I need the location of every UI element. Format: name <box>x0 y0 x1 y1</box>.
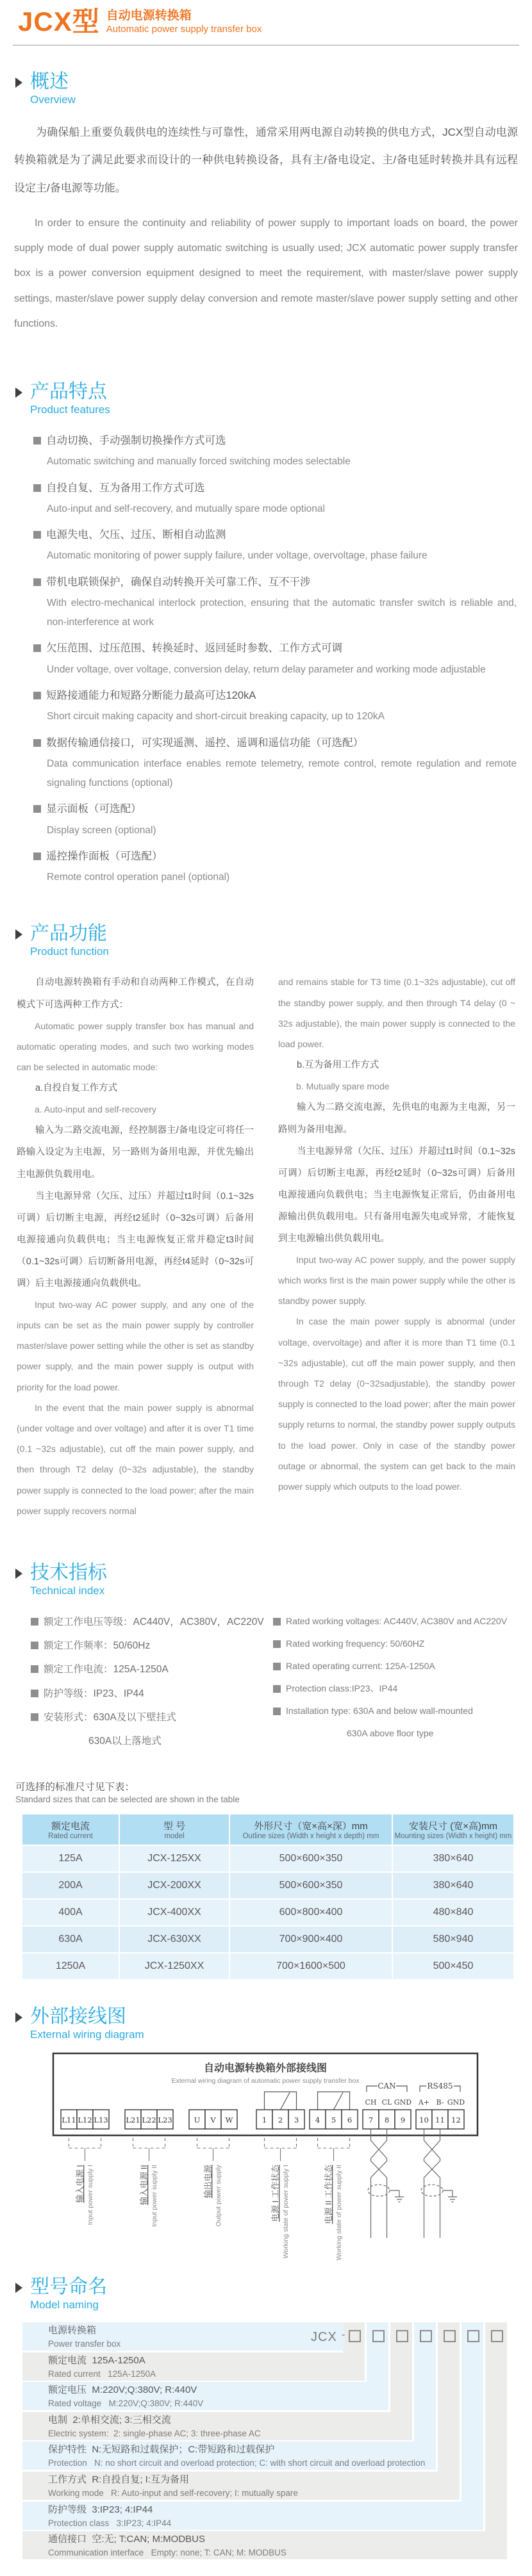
can-bus-label: CAN <box>378 2082 396 2091</box>
function-paragraph: Automatic power supply transfer box has manual and automatic operating modes, and such two working modes can be selected in automatic mode: <box>17 1020 254 1072</box>
terminal-label: V <box>210 2115 216 2125</box>
feature-item <box>33 639 517 680</box>
section-title-zh: 外部接线图 <box>30 2006 126 2028</box>
bullet-square-icon <box>33 852 41 860</box>
cell: 125A <box>22 1846 119 1871</box>
naming-row-label: 额定电压 M:220V;Q:380V; R:440V Rated voltage M:220V;Q:380V; R:440V <box>48 2384 204 2409</box>
bullet-square-icon <box>31 1618 38 1626</box>
section-wiring-heading <box>0 2006 532 2042</box>
bullet-square-icon <box>273 1618 281 1626</box>
cell: 500×600×350 <box>230 1846 392 1871</box>
cell: 500×450 <box>393 1953 513 1979</box>
group-label-zh: 输入电源 II <box>139 2165 149 2206</box>
group-label-zh: 输出电源 <box>203 2165 213 2199</box>
function-paragraph: b. Mutually spare mode <box>296 1081 390 1092</box>
section-naming-heading <box>0 2276 532 2312</box>
terminal-label: 3 <box>294 2115 299 2125</box>
standard-sizes-table <box>21 1813 515 1980</box>
section-arrow-icon <box>15 2283 22 2293</box>
table-row <box>22 1900 513 1925</box>
twisted-pair-cable <box>368 2129 404 2238</box>
function-paragraph: 当主电源异常（欠压、过压）并超过t1时间（0.1~32s可调）后切断主电源，再经t2延时（0~32s可调）后备用电源接通向负载供电；当主电源恢复正常后，仍由备用电源输出供负载用电。只有备用电源失电或异常，才能恢复到主电源输出供负载用电。 <box>278 1146 515 1244</box>
bullet-square-icon <box>31 1642 38 1649</box>
bullet-square-icon <box>273 1708 281 1715</box>
contact-symbol <box>265 2092 297 2110</box>
section-function-heading <box>0 923 532 959</box>
feature-item <box>33 573 517 633</box>
section-overview-heading <box>0 71 532 107</box>
terminal-label: 10 <box>419 2115 429 2125</box>
model-naming-ladder <box>22 2322 510 2561</box>
cell: JCX-630XX <box>120 1927 229 1952</box>
header <box>0 0 532 36</box>
cell: 630A <box>22 1927 119 1952</box>
bullet-square-icon <box>33 578 41 586</box>
function-paragraph: b.互为备用工作方式 <box>297 1060 379 1071</box>
bullet-square-icon <box>33 484 41 492</box>
function-paragraph: 输入为二路交流电源，先供电的电源为主电源，另一路则为备用电源。 <box>278 1102 515 1135</box>
section-arrow-icon <box>15 1569 22 1579</box>
feature-item <box>33 686 517 727</box>
feature-text-en: Display screen (optional) <box>47 824 156 836</box>
group-label-zh: 输入电源 I <box>75 2165 85 2203</box>
technical-column-en <box>273 1615 515 1758</box>
wiring-diagram <box>22 2052 532 2276</box>
terminal-label: L22 <box>142 2115 156 2125</box>
bullet-square-icon <box>31 1690 38 1697</box>
bus-pin-label: CL <box>381 2098 392 2107</box>
table-row <box>22 1873 513 1898</box>
terminal-label: 6 <box>347 2115 353 2125</box>
section-arrow-icon <box>15 77 22 88</box>
feature-text-zh: 电源失电、欠压、过压、断相自动监测 <box>46 529 226 541</box>
code-box <box>420 2330 432 2342</box>
function-paragraph: In the event that the main power supply is abnormal (under voltage and over voltage) and after it is over T1 time (0.1 ~32s adjustable), cut off the main power supply, and then through T2 delay (0~32s adjustable), the standby power supply is connected to the load power; after the main power supply recovers normal <box>17 1402 254 1516</box>
col-header-rated-current: 额定电流 Rated current <box>22 1814 119 1845</box>
section-title-zh: 型号命名 <box>30 2276 107 2298</box>
feature-text-en: Automatic switching and manually forced switching modes selectable <box>47 456 351 468</box>
bullet-square-icon <box>33 805 41 813</box>
bullet-square-icon <box>33 692 41 699</box>
section-title-zh: 概述 <box>30 71 69 92</box>
naming-row-label: 保护特性 N:无短路和过载保护；C:带短路和过载保护 Protection N: no short circuit and overload protection; C: with short circuit and overload protection <box>48 2444 426 2468</box>
feature-item <box>33 733 517 794</box>
terminal-label: L23 <box>158 2115 172 2125</box>
tech-item-text: Protection class:IP23、IP44 <box>286 1683 398 1693</box>
terminal-label: L11 <box>62 2115 76 2125</box>
code-stripe <box>461 2322 483 2530</box>
function-paragraph: Input two-way AC power supply, and the power supply which works first is the main power supply while the other is standby power supply. <box>278 1254 515 1307</box>
col-header-outline-sizes: 外形尺寸（宽×高×深）mm Outline sizes (Width x height x depth) mm <box>230 1814 392 1845</box>
terminal-label: 11 <box>435 2115 445 2125</box>
terminal-label: W <box>225 2115 233 2125</box>
table-row <box>22 1953 513 1979</box>
feature-item <box>33 525 517 566</box>
function-paragraph: a. Auto-input and self-recovery <box>35 1104 156 1115</box>
code-box <box>491 2330 503 2342</box>
naming-row-label: 电源转换箱 Power transfer box <box>48 2325 121 2349</box>
section-title-zh: 产品功能 <box>30 923 107 945</box>
technical-columns <box>31 1615 515 1758</box>
bullet-square-icon <box>33 739 41 747</box>
bullet-square-icon <box>273 1663 281 1670</box>
function-column-left <box>17 972 254 1521</box>
terminal-label: 12 <box>451 2115 461 2125</box>
table-header-row <box>22 1814 513 1845</box>
section-features-heading <box>0 381 532 417</box>
function-paragraph: 自动电源转换箱有手动和自动两种工作模式，在自动模式下可选两种工作方式： <box>17 977 254 1010</box>
code-box <box>342 2329 361 2342</box>
cell: 600×800×400 <box>230 1900 392 1925</box>
terminal-label: L13 <box>94 2115 108 2125</box>
model-prefix: JCX <box>311 2330 337 2345</box>
col-header-model: 型 号 model <box>120 1814 229 1845</box>
group-label-en: Input power supply I <box>87 2165 94 2226</box>
rs485-bus-label: RS485 <box>427 2082 453 2091</box>
tech-item-text: 安装形式：630A及以下壁挂式 <box>44 1711 176 1723</box>
bullet-square-icon <box>33 644 41 652</box>
code-box <box>396 2330 408 2342</box>
sizes-note-en: Standard sizes that can be selected are shown in the table <box>15 1795 240 1805</box>
section-title-en: Product features <box>30 403 110 416</box>
model-dash: - <box>342 2329 345 2341</box>
bus-pin-label: A+ <box>418 2098 430 2107</box>
code-box <box>444 2330 456 2342</box>
product-title-en: Automatic power supply transfer box <box>106 24 262 35</box>
feature-text-en: With electro-mechanical interlock protection, ensuring that the automatic transfer switch is reliable and, non-interference at work <box>47 598 517 628</box>
naming-row-label: 通信接口 空:无; T:CAN; M:MODBUS Communication interface Empty: none; T: CAN; M: MODBUS <box>48 2534 287 2558</box>
feature-text-zh: 欠压范围、过压范围、转换延时、返回延时参数、工作方式可调 <box>46 642 342 655</box>
tech-item-text: Rated working voltages: AC440V, AC380V and AC220V <box>286 1615 508 1626</box>
tech-item-text: 防护等级：IP23、IP44 <box>44 1688 144 1699</box>
naming-row-label: 电制 2:单相交流; 3:三相交流 Electric system: 2: single-phase AC; 3: three-phase AC <box>48 2415 261 2439</box>
section-title-en: Product function <box>30 945 109 958</box>
cell: 380×640 <box>393 1873 513 1898</box>
sizes-note-zh: 可选择的标准尺寸见下表： <box>15 1782 135 1793</box>
group-bracket <box>69 2138 350 2148</box>
function-paragraph: and remains stable for T3 time (0.1~32s adjustable), cut off the standby power supply, and then through T4 delay (0 ~ 32s adjustable), the main power supply is connected to the load power. <box>278 977 515 1050</box>
section-title-zh: 产品特点 <box>30 380 107 402</box>
cell: 200A <box>22 1873 119 1898</box>
terminal-label: 2 <box>278 2115 283 2125</box>
terminal-label: 1 <box>262 2115 267 2125</box>
code-box <box>372 2330 385 2342</box>
bullet-square-icon <box>33 531 41 539</box>
cell: JCX-1250XX <box>120 1953 229 1979</box>
feature-item <box>33 478 517 519</box>
feature-text-zh: 自动切换、手动强制切换操作方式可选 <box>46 434 226 446</box>
section-title-zh: 技术指标 <box>30 1561 107 1583</box>
tech-item-text: Rated working frequency: 50/60HZ <box>286 1638 425 1649</box>
table-row <box>22 1927 513 1952</box>
cell: 700×900×400 <box>230 1927 392 1952</box>
feature-text-zh: 数据传输通信接口，可实现遥测、遥控、遥调和遥信功能（可选配） <box>46 737 363 749</box>
naming-row-label: 额定电流 125A-1250A Rated current 125A-1250A <box>48 2355 156 2379</box>
group-label-zh: 电源 I 工作状态 <box>270 2165 280 2222</box>
wiring-title-zh: 自动电源转换箱外部接线图 <box>203 2062 328 2075</box>
bullet-square-icon <box>31 1713 38 1721</box>
product-title-zh: 自动电源转换箱 <box>106 9 192 22</box>
section-title-en: Overview <box>30 94 76 106</box>
feature-text-en: Short circuit making capacity and short-circuit breaking capacity, up to 120kA <box>47 711 385 722</box>
terminal-label: U <box>194 2115 201 2125</box>
section-title-en: Model naming <box>30 2299 99 2311</box>
function-paragraph: Input two-way AC power supply, and any one of the inputs can be set as the main power supply by controller master/slave power setting while the other is set as standby power supply, and the main power supply is output with priority for the load power. <box>17 1299 254 1392</box>
bullet-square-icon <box>273 1685 281 1693</box>
tech-item-text: 额定工作电流：125A-1250A <box>44 1664 169 1675</box>
code-stripe <box>485 2322 507 2559</box>
feature-text-en: Under voltage, over voltage, conversion delay, return delay parameter and working mode adjustable <box>47 664 486 675</box>
terminal-label: L21 <box>126 2115 140 2125</box>
table-row <box>22 1846 513 1871</box>
feature-text-en: Automatic monitoring of power supply failure, under voltage, overvoltage, phase failure <box>47 550 428 562</box>
section-title-en: Technical index <box>30 1584 105 1597</box>
cell: 580×940 <box>393 1927 513 1952</box>
feature-text-en: Auto-input and self-recovery, and mutually spare mode optional <box>47 503 325 514</box>
feature-item <box>33 799 517 840</box>
cell: 500×600×350 <box>230 1873 392 1898</box>
cell: JCX-400XX <box>120 1900 229 1925</box>
bullet-square-icon <box>33 437 41 444</box>
feature-item <box>33 847 517 888</box>
cell: 480×840 <box>393 1900 513 1925</box>
feature-text-zh: 自投自复、互为备用工作方式可选 <box>46 482 205 494</box>
feature-text-zh: 遥控操作面板（可选配） <box>46 850 163 862</box>
tech-item-text: Rated operating current: 125A-1250A <box>286 1660 435 1671</box>
tech-item-text: 额定工作电压等级：AC440V，AC380V，AC220V <box>44 1616 264 1627</box>
group-label-en: Working state of power supply I <box>282 2165 290 2259</box>
overview-paragraph-en: In order to ensure the continuity and reliability of power supply to important loads on board, the power supply mode of dual power supply automatic switching is usually used; JCX automatic power supply transfer box is a power conversion equipment designed to meet the requirement, with master/slave power supply settings, master/slave power supply delay conversion and remote master/slave power supply setting and other functions. <box>14 218 518 329</box>
feature-list <box>33 431 517 888</box>
terminal-label: 9 <box>400 2115 406 2125</box>
section-arrow-icon <box>15 2012 22 2023</box>
bullet-square-icon <box>273 1640 281 1648</box>
group-label-en: Input power supply II <box>151 2165 158 2228</box>
naming-row-label: 防护等级 3:IP23; 4:IP44 Protection class 3:IP23; 4:IP44 <box>48 2504 172 2529</box>
cell: JCX-125XX <box>120 1846 229 1871</box>
section-arrow-icon <box>15 387 22 398</box>
feature-text-zh: 短路接通能力和短路分断能力最高可达120kA <box>46 690 256 701</box>
cell: 380×640 <box>393 1846 513 1871</box>
tech-item-text: 630A以上落地式 <box>88 1736 162 1747</box>
feature-text-zh: 带机电联锁保护，确保自动转换开关可靠工作、互不干涉 <box>46 576 311 588</box>
technical-column-zh <box>31 1615 273 1758</box>
function-paragraph: a.自投自复工作方式 <box>35 1083 118 1094</box>
cell: JCX-200XX <box>120 1873 229 1898</box>
tech-item-text: 630A above floor type <box>347 1727 434 1738</box>
product-model-title: JCX型 <box>18 6 100 37</box>
code-box <box>467 2330 479 2342</box>
terminal-label: 4 <box>315 2115 320 2125</box>
wiring-title-en: External wiring diagram of automatic power supply transfer box <box>171 2077 360 2085</box>
function-columns <box>17 972 515 1521</box>
bus-pin-label: GND <box>394 2098 412 2107</box>
section-technical-heading <box>0 1562 532 1598</box>
section-title-en: External wiring diagram <box>30 2028 144 2041</box>
naming-row-label: 工作方式 R:自投自复; I:互为备用 Working mode R: Auto-input and self-recovery; I: mutually spare <box>48 2474 298 2499</box>
terminal-label: L12 <box>78 2115 92 2125</box>
terminal-label: 7 <box>368 2115 374 2125</box>
cell: 400A <box>22 1900 119 1925</box>
cell: 700×1600×500 <box>230 1953 392 1979</box>
function-paragraph: In case the main power supply is abnormal (under voltage, overvoltage) and after it is more than T1 time (0.1 ~32s adjustable), cut off the main power supply, and then through T2 delay (0~32sadjustable), the standby power supply is connected to the load power; after the main power supply returns to normal, the standby power supply outputs to the load power. Only in case of the standby power outage or abnormal, the system can get back to the main power supply which outputs to the load power. <box>278 1316 515 1492</box>
twisted-pair-cable <box>421 2129 457 2238</box>
overview-paragraph-zh: 为确保船上重要负载供电的连续性与可靠性，通常采用两电源自动转换的供电方式，JCX型自动电源转换箱就是为了满足此要求而设计的一种供电转换设备，具有主/备电设定、主/备电延时转换并具有远程设定主/备电源等功能。 <box>14 126 518 194</box>
function-paragraph: 当主电源异常（欠压、过压）并超过t1时间（0.1~32s可调）后切断主电源，再经t2延时（0~32s可调）后备用电源接通向负载供电；当主电源恢复正常并稳定t3时间（0.1~32s可调）后切断备用电源，再经t4延时（0~32s可调）后主电源接通向负载供电。 <box>17 1191 254 1289</box>
bus-pin-label: CH <box>365 2098 377 2107</box>
feature-text-en: Remote control operation panel (optional) <box>47 872 230 883</box>
tech-item-text: 额定工作频率：50/60Hz <box>44 1640 151 1652</box>
feature-text-zh: 显示面板（可选配） <box>46 803 142 815</box>
feature-text-en: Data communication interface enables remote telemetry, remote control, remote regulation and remote signaling functions (optional) <box>47 758 517 789</box>
bullet-square-icon <box>31 1665 38 1673</box>
group-label-en: Output power supply <box>215 2165 222 2227</box>
section-arrow-icon <box>15 929 22 940</box>
tech-item-text: Installation type: 630A and below wall-mounted <box>286 1705 473 1716</box>
terminal-label: 8 <box>384 2115 390 2125</box>
bus-pin-label: GND <box>447 2098 465 2107</box>
group-label-en: Working state of power supply II <box>335 2165 343 2261</box>
cell: 1250A <box>22 1953 119 1979</box>
terminal-label: 5 <box>331 2115 337 2125</box>
feature-item <box>33 431 517 472</box>
col-header-mounting-sizes: 安装尺寸 (宽×高)mm Mounting sizes (Width x height) mm <box>393 1814 513 1845</box>
group-label-zh: 电源 II 工作状态 <box>324 2165 333 2224</box>
contact-symbol <box>318 2092 350 2110</box>
function-paragraph: 输入为二路交流电源，经控制器主/备电设定可将任一路输入设定为主电源，另一路则为备用电源，并优先输出主电源供负载用电。 <box>17 1125 254 1180</box>
bus-pin-label: B- <box>436 2098 444 2107</box>
function-column-right <box>278 972 515 1521</box>
